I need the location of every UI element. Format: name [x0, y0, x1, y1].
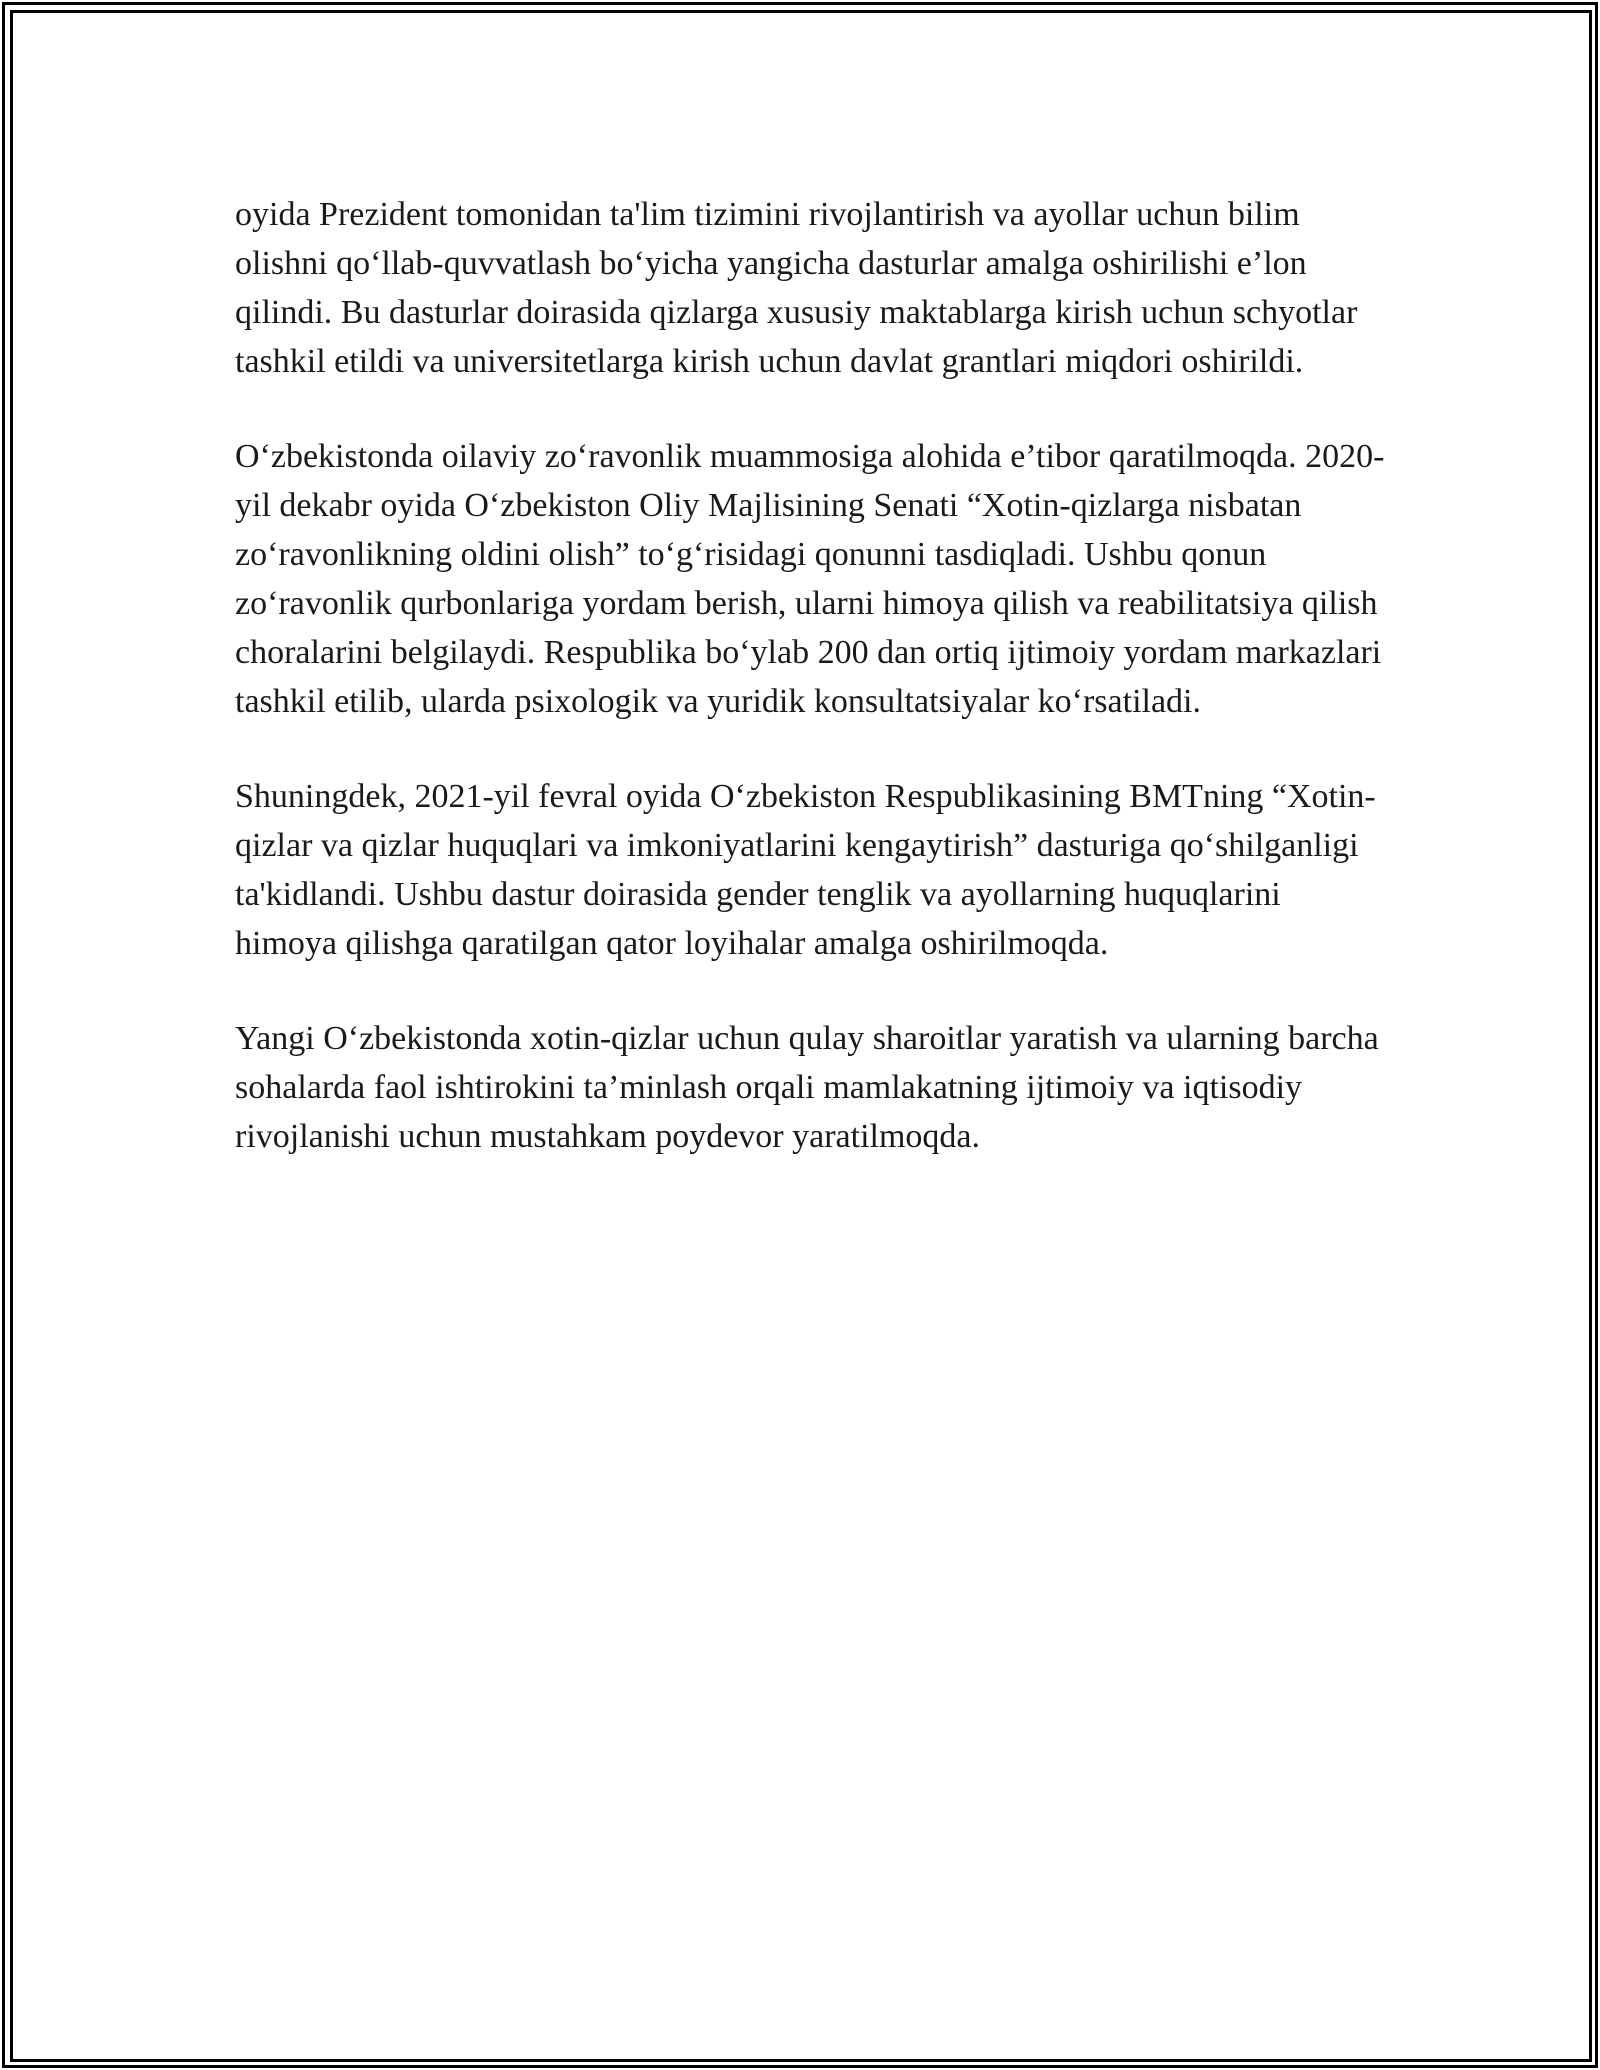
- paragraph-1: oyida Prezident tomonidan ta'lim tizimini rivojlantirish va ayollar uchun bilim olishni qo‘llab-quvvatlash bo‘yicha yangicha dasturlar amalga oshirilishi e’lon qilindi. Bu dasturlar doirasida qizlarga xususiy maktablarga kirish uchun schyotlar tashkil etildi va universitetlarga kirish uchun davlat grantlari miqdori oshirildi.: [235, 196, 1358, 380]
- paragraph-3: Shuningdek, 2021-yil fevral oyida O‘zbekiston Respublikasining BMTning “Xotin-qizlar va qizlar huquqlari va imkoniyatlarini kengaytirish” dasturiga qo‘shilganligi ta'kidlandi. Ushbu dastur doirasida gender tenglik va ayollarning huquqlarini himoya qilishga qaratilgan qator loyihalar amalga oshirilmoqda.: [235, 778, 1376, 962]
- document-body: [235, 190, 1385, 1207]
- paragraph-4: Yangi O‘zbekistonda xotin-qizlar uchun qulay sharoitlar yaratish va ularning barcha sohalarda faol ishtirokini ta’minlash orqali mamlakatning ijtimoiy va iqtisodiy rivojlanishi uchun mustahkam poydevor yaratilmoqda.: [235, 1020, 1379, 1155]
- paragraph-2: O‘zbekistonda oilaviy zo‘ravonlik muammosiga alohida e’tibor qaratilmoqda. 2020-yil dekabr oyida O‘zbekiston Oliy Majlisining Senati “Xotin-qizlarga nisbatan zo‘ravonlikning oldini olish” to‘g‘risidagi qonunni tasdiqladi. Ushbu qonun zo‘ravonlik qurbonlariga yordam berish, ularni himoya qilish va reabilitatsiya qilish choralarini belgilaydi. Respublika bo‘ylab 200 dan ortiq ijtimoiy yordam markazlari tashkil etilib, ularda psixologik va yuridik konsultatsiyalar ko‘rsatiladi.: [235, 438, 1385, 720]
